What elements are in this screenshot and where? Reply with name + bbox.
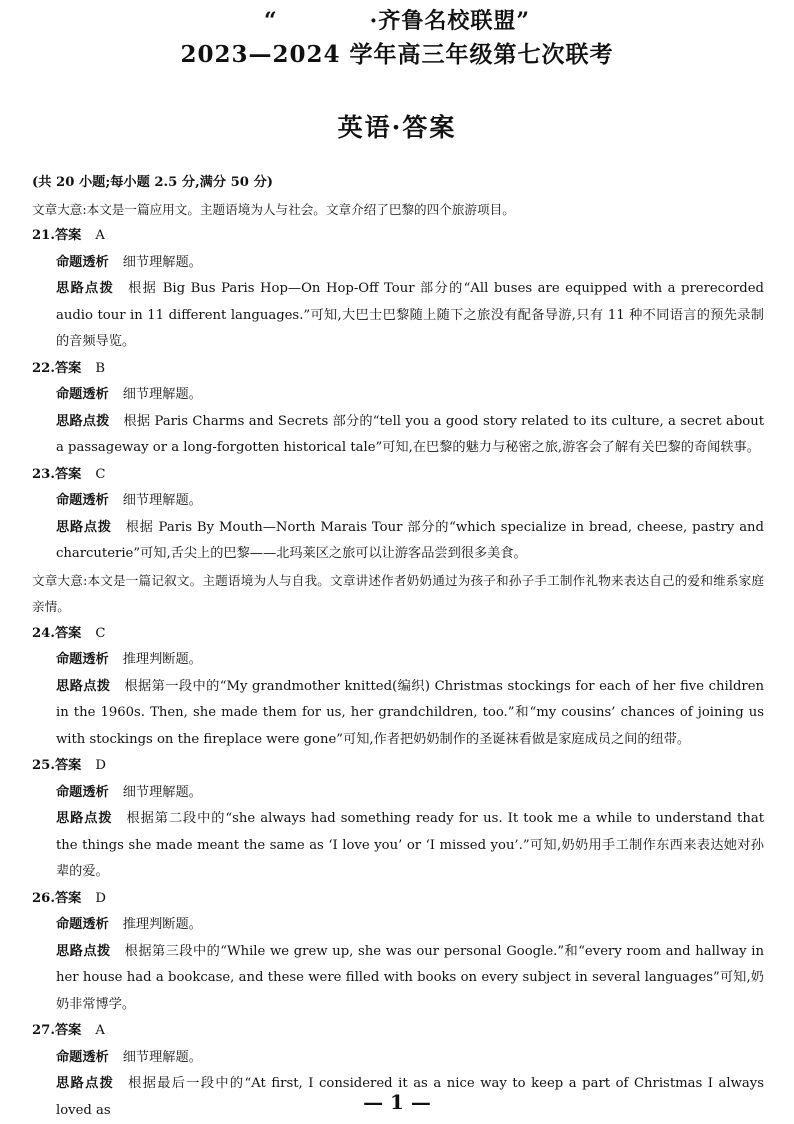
type-label: 命题透析 — [56, 917, 109, 932]
answer-label: 答案 — [54, 360, 82, 376]
passage-summary — [32, 568, 764, 621]
type-value: 细节理解题。 — [122, 1049, 202, 1065]
question-type-row — [32, 382, 764, 409]
question-number: 26. — [32, 890, 55, 906]
hint-text: 根据 Paris Charms and Secrets 部分的“tell you a good story related to its culture, a secret about a passageway or a long-forgotten historical tale”可知,在巴黎的魅力与秘密之旅,游客会了解有关巴黎的奇闻轶事。 — [56, 413, 765, 455]
question-number: 24. — [32, 625, 55, 641]
type-value: 细节理解题。 — [122, 387, 202, 402]
question-hint-row — [32, 806, 764, 886]
summary-text: 文章大意:本文是一篇应用文。主题语境为人与社会。文章介绍了巴黎的四个旅游项目。 — [32, 201, 515, 217]
question-answer-row — [32, 462, 764, 489]
type-value: 推理判断题。 — [122, 652, 202, 667]
intro-line: (共 20 小题;每小题 2.5 分,满分 50 分) — [32, 175, 274, 190]
answer-value: D — [95, 758, 106, 773]
type-value: 细节理解题。 — [122, 784, 202, 800]
answer-label: 答案 — [54, 466, 82, 482]
hint-label: 思路点拨 — [56, 519, 112, 535]
type-label: 命题透析 — [56, 254, 109, 270]
hint-text: 根据 Paris By Mouth—North Marais Tour 部分的“which specialize in bread, cheese, pastry and charcuterie”可知,舌尖上的巴黎——北玛莱区之旅可以让游客品尝到很多美食。 — [56, 519, 764, 561]
page-number: — 1 — — [363, 1090, 431, 1114]
answer-label: 答案 — [54, 625, 82, 641]
question-answer-row — [32, 356, 764, 383]
question-type-row — [32, 912, 764, 939]
hint-label: 思路点拨 — [56, 1076, 115, 1091]
answer-label: 答案 — [54, 890, 82, 906]
answer-value: C — [95, 625, 106, 641]
question-hint-row — [32, 674, 764, 754]
type-value: 细节理解题。 — [122, 254, 202, 270]
page-title: 英语·答案 — [337, 113, 457, 142]
question-hint-row — [32, 939, 764, 1019]
hint-label: 思路点拨 — [56, 678, 111, 694]
question-type-row — [32, 250, 764, 277]
question-type-row — [32, 1045, 764, 1072]
type-label: 命题透析 — [56, 1049, 109, 1065]
type-value: 推理判断题。 — [122, 917, 202, 932]
question-hint-row — [32, 515, 764, 568]
question-answer-row — [32, 621, 764, 648]
question-number: 23. — [32, 466, 55, 482]
hint-text: 根据第一段中的“My grandmother knitted(编织) Christmas stockings for each of her five children in the 1960s. Then, she made them for us, her grandchildren, too.”和“my cousins’ chances of joining us with stockings on the fireplace were gone”可知,作者把奶奶制作的圣诞袜看做是家庭成员之间的纽带。 — [56, 678, 765, 747]
hint-label: 思路点拨 — [56, 811, 113, 826]
header-exam-line: 2023—2024 学年高三年级第七次联考 — [180, 41, 614, 68]
question-number: 25. — [32, 758, 55, 773]
answer-label: 答案 — [54, 228, 82, 243]
header-league-line: “ ·齐鲁名校联盟” — [264, 8, 530, 34]
hint-text: 根据 Big Bus Paris Hop—On Hop-Off Tour 部分的“All buses are equipped with a prerecorded audio tour in 11 different languages.”可知,大巴士巴黎随上随下之旅没有配备导游,只有 11 种不同语言的预先录制的音频导览。 — [56, 281, 764, 349]
answer-value: C — [95, 466, 106, 482]
hint-label: 思路点拨 — [56, 281, 115, 296]
summary-text: 文章大意:本文是一篇记叙文。主题语境为人与自我。文章讲述作者奶奶通过为孩子和孙子手工制作礼物来表达自己的爱和维系家庭亲情。 — [32, 572, 764, 614]
type-label: 命题透析 — [56, 652, 109, 667]
question-type-row — [32, 488, 764, 515]
answer-value: A — [95, 228, 105, 243]
question-number: 21. — [32, 228, 55, 243]
type-value: 细节理解题。 — [122, 493, 202, 508]
question-hint-row — [32, 276, 764, 356]
hint-label: 思路点拨 — [56, 413, 110, 429]
question-answer-row — [32, 223, 764, 250]
type-label: 命题透析 — [56, 784, 109, 800]
hint-text: 根据第二段中的“she always had something ready for us. It took me a while to understand that the things she made meant the same as ‘I love you’ or ‘I missed you’.”可知,奶奶用手工制作东西来表达她对孙辈的爱。 — [56, 811, 764, 879]
answer-value: D — [95, 890, 106, 906]
answer-label: 答案 — [54, 1023, 82, 1038]
content-body — [32, 170, 764, 1124]
question-hint-row — [32, 409, 764, 462]
answer-value: B — [95, 360, 106, 376]
question-type-row — [32, 647, 764, 674]
type-label: 命题透析 — [56, 493, 109, 508]
answer-value: A — [95, 1023, 105, 1038]
hint-label: 思路点拨 — [56, 943, 111, 959]
question-answer-row — [32, 886, 764, 913]
type-label: 命题透析 — [56, 387, 109, 402]
question-answer-row — [32, 1018, 764, 1045]
question-number: 22. — [32, 360, 55, 376]
hint-text: 根据第三段中的“While we grew up, she was our personal Google.”和“every room and hallway in her house had a bookcase, and these were filled with books on every subject in several languages”可知,奶奶非常博学。 — [56, 943, 764, 1012]
question-type-row — [32, 780, 764, 807]
passage-summary — [32, 197, 764, 224]
question-answer-row — [32, 753, 764, 780]
question-number: 27. — [32, 1023, 55, 1038]
hint-text: 根据最后一段中的“At first, I considered it as a nice way to keep a part of Christmas I always loved as — [56, 1076, 764, 1118]
answer-label: 答案 — [54, 758, 82, 773]
